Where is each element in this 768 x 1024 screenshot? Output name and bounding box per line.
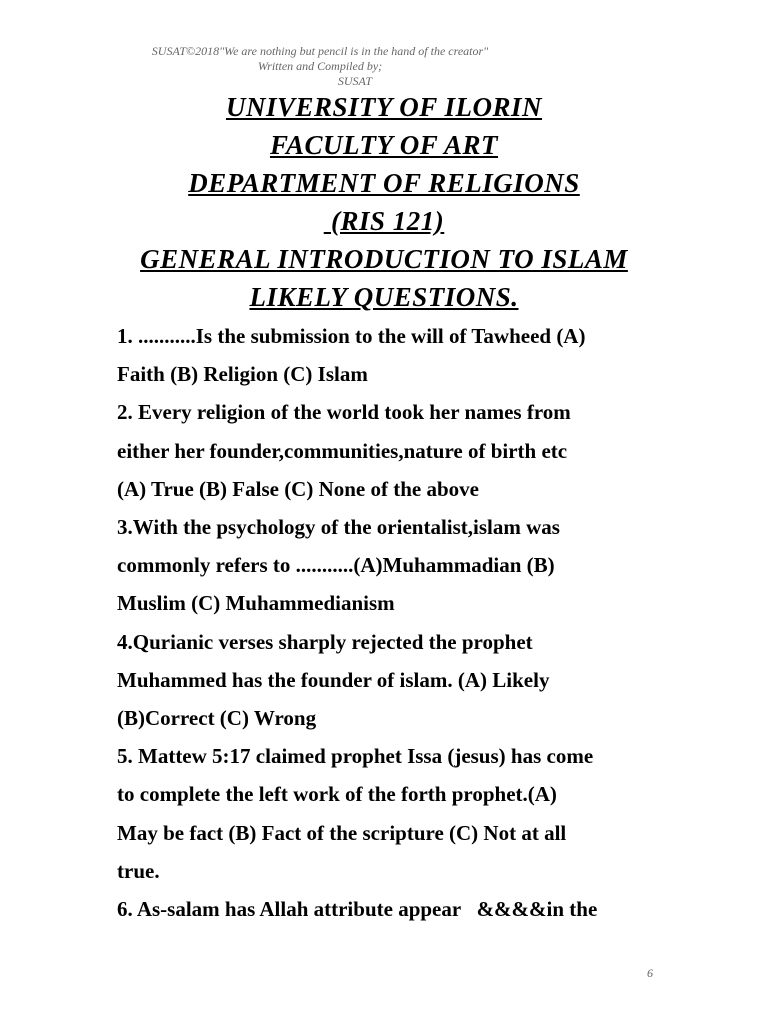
question-line: 5. Mattew 5:17 claimed prophet Issa (jesus) has come: [117, 744, 594, 769]
header-compiled-line: Written and Compiled by;: [257, 59, 383, 73]
page-number: 6: [647, 966, 653, 980]
question-line: true.: [117, 858, 160, 883]
question-line: (A) True (B) False (C) None of the above: [117, 476, 479, 501]
questions-list: [117, 317, 677, 928]
question-line: Faith (B) Religion (C) Islam: [117, 362, 368, 387]
section-title: LIKELY QUESTIONS.: [249, 282, 519, 312]
faculty-title: FACULTY OF ART: [269, 130, 499, 160]
course-code: (RIS 121): [323, 206, 445, 236]
header-copyright-line: SUSAT©2018"We are nothing but pencil is in the hand of the creator": [151, 44, 489, 58]
title-block: [0, 88, 768, 316]
question-line: 1. ...........Is the submission to the will of Tawheed (A): [117, 324, 586, 348]
question-line: Muslim (C) Muhammedianism: [117, 591, 395, 616]
question-line: 4.Qurianic verses sharply rejected the prophet: [117, 629, 533, 654]
course-title: GENERAL INTRODUCTION TO ISLAM: [140, 244, 628, 274]
question-line: 2. Every religion of the world took her names from: [117, 400, 571, 425]
question-line: 6. As-salam has Allah attribute appear &&&&in the: [117, 897, 598, 922]
question-line: May be fact (B) Fact of the scripture (C) Not at all: [117, 820, 567, 845]
question-line: to complete the left work of the forth prophet.(A): [117, 782, 557, 807]
question-line: (B)Correct (C) Wrong: [117, 706, 317, 731]
university-title: UNIVERSITY OF ILORIN: [225, 92, 543, 122]
department-title: DEPARTMENT OF RELIGIONS: [188, 168, 580, 198]
question-line: either her founder,communities,nature of birth etc: [117, 438, 568, 463]
question-line: Muhammed has the founder of islam. (A) Likely: [117, 667, 550, 692]
question-line: 3.With the psychology of the orientalist,islam was: [117, 515, 560, 540]
header-author-line: SUSAT: [337, 74, 373, 88]
question-line: commonly refers to ...........(A)Muhammadian (B): [117, 553, 555, 578]
